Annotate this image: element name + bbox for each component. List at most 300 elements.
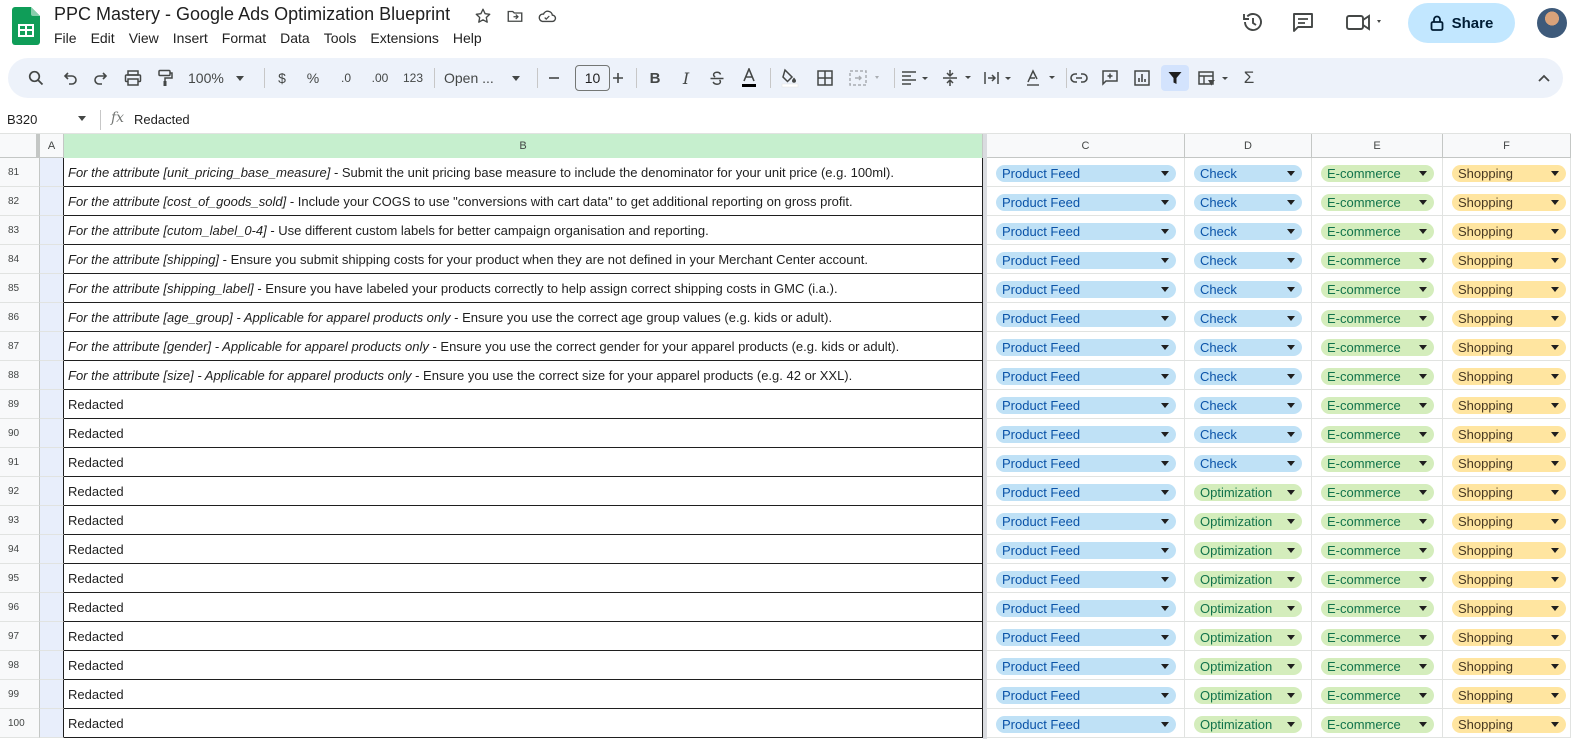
dropdown-chip-campaign[interactable] bbox=[1452, 165, 1566, 182]
chevron-down-icon bbox=[1551, 432, 1559, 437]
row-number[interactable] bbox=[0, 535, 40, 564]
row-number[interactable] bbox=[0, 593, 40, 622]
dropdown-chip-category[interactable] bbox=[996, 252, 1176, 269]
dropdown-chip-category[interactable] bbox=[996, 368, 1176, 385]
dropdown-chip-business[interactable] bbox=[1321, 455, 1434, 472]
cell-f[interactable] bbox=[1443, 158, 1571, 187]
insert-chart-icon[interactable] bbox=[1130, 66, 1154, 90]
cell-d[interactable] bbox=[1185, 709, 1312, 738]
dropdown-chip-category[interactable] bbox=[996, 426, 1176, 443]
dropdown-chip-campaign[interactable] bbox=[1452, 455, 1566, 472]
dropdown-chip-category[interactable] bbox=[996, 310, 1176, 327]
chip-label: Product Feed bbox=[1002, 311, 1081, 326]
chevron-down-icon bbox=[1161, 171, 1169, 176]
cell-d[interactable] bbox=[1185, 245, 1312, 274]
cell-c[interactable] bbox=[987, 361, 1185, 390]
cell-e[interactable] bbox=[1312, 651, 1443, 680]
chevron-up-icon[interactable] bbox=[1532, 66, 1556, 90]
cell-a[interactable] bbox=[40, 709, 64, 738]
dropdown-chip-category[interactable] bbox=[996, 223, 1176, 240]
dropdown-chip-type[interactable] bbox=[1194, 571, 1302, 588]
dropdown-chip-category[interactable] bbox=[996, 397, 1176, 414]
dropdown-chip-type[interactable] bbox=[1194, 629, 1302, 646]
row-number[interactable] bbox=[0, 245, 40, 274]
cell-c[interactable] bbox=[987, 477, 1185, 506]
cell-e[interactable] bbox=[1312, 158, 1443, 187]
cell-e[interactable] bbox=[1312, 419, 1443, 448]
row-number[interactable] bbox=[0, 361, 40, 390]
cell-b[interactable] bbox=[64, 158, 983, 187]
row-number[interactable] bbox=[0, 477, 40, 506]
font-family-select[interactable] bbox=[444, 66, 528, 90]
dropdown-chip-category[interactable] bbox=[996, 484, 1176, 501]
cell-d[interactable] bbox=[1185, 448, 1312, 477]
cell-b[interactable] bbox=[64, 419, 983, 448]
cell-b[interactable] bbox=[64, 216, 983, 245]
cell-a[interactable] bbox=[40, 361, 64, 390]
cell-b[interactable] bbox=[64, 448, 983, 477]
dropdown-chip-category[interactable] bbox=[996, 571, 1176, 588]
cell-d[interactable] bbox=[1185, 361, 1312, 390]
cell-d[interactable] bbox=[1185, 187, 1312, 216]
cell-a[interactable] bbox=[40, 680, 64, 709]
cell-c[interactable] bbox=[987, 506, 1185, 535]
menu-tools[interactable]: Tools bbox=[323, 30, 357, 46]
cell-d[interactable] bbox=[1185, 593, 1312, 622]
dropdown-chip-business[interactable] bbox=[1321, 542, 1434, 559]
cell-d[interactable] bbox=[1185, 651, 1312, 680]
cell-a[interactable] bbox=[40, 651, 64, 680]
dropdown-chip-category[interactable] bbox=[996, 339, 1176, 356]
cell-a[interactable] bbox=[40, 419, 64, 448]
cell-c[interactable] bbox=[987, 303, 1185, 332]
row-number[interactable] bbox=[0, 448, 40, 477]
chip-label: Optimization bbox=[1200, 630, 1273, 645]
cell-c[interactable] bbox=[987, 216, 1185, 245]
fill-color-icon[interactable] bbox=[778, 66, 802, 90]
cell-c[interactable] bbox=[987, 332, 1185, 361]
menu-edit[interactable]: Edit bbox=[90, 30, 115, 46]
chip-label: Product Feed bbox=[1002, 166, 1081, 181]
dropdown-chip-category[interactable] bbox=[996, 600, 1176, 617]
dropdown-chip-type[interactable] bbox=[1194, 310, 1302, 327]
menu-file[interactable]: File bbox=[54, 30, 77, 46]
name-box[interactable]: B320 bbox=[7, 112, 38, 127]
row-number[interactable] bbox=[0, 564, 40, 593]
dropdown-chip-business[interactable] bbox=[1321, 571, 1434, 588]
cell-f[interactable] bbox=[1443, 361, 1571, 390]
column-header-b[interactable]: B bbox=[64, 134, 983, 158]
column-header-f[interactable]: F bbox=[1443, 134, 1571, 158]
cell-e[interactable] bbox=[1312, 332, 1443, 361]
cell-e[interactable] bbox=[1312, 709, 1443, 738]
cell-e[interactable] bbox=[1312, 303, 1443, 332]
dropdown-chip-campaign[interactable] bbox=[1452, 658, 1566, 675]
cell-c[interactable] bbox=[987, 709, 1185, 738]
chevron-down-icon bbox=[1551, 461, 1559, 466]
dropdown-chip-category[interactable] bbox=[996, 165, 1176, 182]
dropdown-chip-type[interactable] bbox=[1194, 223, 1302, 240]
cell-c[interactable] bbox=[987, 651, 1185, 680]
dropdown-chip-category[interactable] bbox=[996, 716, 1176, 733]
cell-c[interactable] bbox=[987, 158, 1185, 187]
row-number[interactable] bbox=[0, 274, 40, 303]
dropdown-chip-business[interactable] bbox=[1321, 339, 1434, 356]
video-call-icon[interactable] bbox=[1344, 7, 1386, 37]
menu-help[interactable]: Help bbox=[452, 30, 482, 46]
bold-icon[interactable]: B bbox=[649, 69, 661, 87]
menu-view[interactable]: View bbox=[128, 30, 159, 46]
dropdown-chip-business[interactable] bbox=[1321, 223, 1434, 240]
cell-d[interactable] bbox=[1185, 680, 1312, 709]
dropdown-chip-type[interactable] bbox=[1194, 716, 1302, 733]
cell-a[interactable] bbox=[40, 303, 64, 332]
zoom-select[interactable] bbox=[188, 66, 254, 90]
dropdown-chip-business[interactable] bbox=[1321, 310, 1434, 327]
cloud-saved-icon[interactable] bbox=[536, 5, 558, 27]
cell-e[interactable] bbox=[1312, 448, 1443, 477]
dropdown-chip-campaign[interactable] bbox=[1452, 223, 1566, 240]
dropdown-chip-category[interactable] bbox=[996, 542, 1176, 559]
borders-icon[interactable] bbox=[813, 66, 837, 90]
cell-b[interactable] bbox=[64, 622, 983, 651]
row-number[interactable] bbox=[0, 216, 40, 245]
increase-font-size-icon[interactable] bbox=[608, 66, 628, 90]
text-rotation-icon[interactable] bbox=[1024, 66, 1060, 90]
cell-f[interactable] bbox=[1443, 564, 1571, 593]
cell-c[interactable] bbox=[987, 680, 1185, 709]
cell-f[interactable] bbox=[1443, 477, 1571, 506]
dropdown-chip-category[interactable] bbox=[996, 687, 1176, 704]
redo-icon[interactable] bbox=[89, 66, 113, 90]
cell-f[interactable] bbox=[1443, 187, 1571, 216]
dropdown-chip-business[interactable] bbox=[1321, 194, 1434, 211]
cell-e[interactable] bbox=[1312, 622, 1443, 651]
share-button[interactable] bbox=[1408, 3, 1515, 43]
cell-b[interactable] bbox=[64, 303, 983, 332]
row-number[interactable] bbox=[0, 651, 40, 680]
dropdown-chip-business[interactable] bbox=[1321, 716, 1434, 733]
history-icon[interactable] bbox=[1238, 7, 1268, 37]
dropdown-chip-campaign[interactable] bbox=[1452, 194, 1566, 211]
cell-f[interactable] bbox=[1443, 448, 1571, 477]
cell-d[interactable] bbox=[1185, 564, 1312, 593]
text-wrapping-icon[interactable] bbox=[982, 66, 1018, 90]
row-number[interactable] bbox=[0, 390, 40, 419]
dropdown-chip-type[interactable] bbox=[1194, 397, 1302, 414]
cell-e[interactable] bbox=[1312, 187, 1443, 216]
dropdown-chip-business[interactable] bbox=[1321, 600, 1434, 617]
dropdown-chip-type[interactable] bbox=[1194, 600, 1302, 617]
dropdown-chip-campaign[interactable] bbox=[1452, 310, 1566, 327]
dropdown-chip-business[interactable] bbox=[1321, 629, 1434, 646]
cell-d[interactable] bbox=[1185, 419, 1312, 448]
insert-link-icon[interactable] bbox=[1067, 66, 1091, 90]
zoom-value: 100% bbox=[188, 70, 224, 86]
menu-insert[interactable]: Insert bbox=[172, 30, 208, 46]
frozen-column-divider[interactable] bbox=[983, 134, 987, 739]
cell-b[interactable] bbox=[64, 680, 983, 709]
decrease-font-size-icon[interactable] bbox=[544, 66, 564, 90]
dropdown-chip-category[interactable] bbox=[996, 513, 1176, 530]
filter-icon[interactable] bbox=[1161, 65, 1189, 91]
chevron-down-icon bbox=[1161, 461, 1169, 466]
cell-d[interactable] bbox=[1185, 535, 1312, 564]
cell-b[interactable] bbox=[64, 564, 983, 593]
select-all-corner[interactable] bbox=[0, 134, 40, 158]
cell-f[interactable] bbox=[1443, 245, 1571, 274]
vertical-align-icon[interactable] bbox=[940, 66, 976, 90]
cell-c[interactable] bbox=[987, 564, 1185, 593]
dropdown-chip-category[interactable] bbox=[996, 281, 1176, 298]
dropdown-chip-campaign[interactable] bbox=[1452, 716, 1566, 733]
paint-format-icon[interactable] bbox=[153, 66, 177, 90]
chevron-down-icon[interactable] bbox=[78, 116, 86, 121]
dropdown-chip-campaign[interactable] bbox=[1452, 513, 1566, 530]
row-number-label: 96 bbox=[8, 601, 20, 613]
format-currency-button[interactable]: $ bbox=[278, 70, 286, 86]
format-percent-button[interactable]: % bbox=[306, 70, 320, 86]
folder-move-icon[interactable] bbox=[504, 5, 526, 27]
dropdown-chip-campaign[interactable] bbox=[1452, 571, 1566, 588]
dropdown-chip-campaign[interactable] bbox=[1452, 339, 1566, 356]
cell-f[interactable] bbox=[1443, 680, 1571, 709]
formula-input[interactable]: Redacted bbox=[134, 112, 190, 127]
search-menus-icon[interactable] bbox=[24, 66, 48, 90]
cell-e[interactable] bbox=[1312, 216, 1443, 245]
dropdown-chip-campaign[interactable] bbox=[1452, 484, 1566, 501]
cell-b-text: Redacted bbox=[68, 397, 124, 412]
dropdown-chip-campaign[interactable] bbox=[1452, 687, 1566, 704]
google-sheets-logo[interactable] bbox=[12, 7, 40, 45]
cell-f[interactable] bbox=[1443, 593, 1571, 622]
cell-e[interactable] bbox=[1312, 477, 1443, 506]
merge-cells-icon[interactable] bbox=[845, 66, 889, 90]
row-number-label: 100 bbox=[8, 717, 25, 729]
insert-comment-icon[interactable] bbox=[1098, 66, 1122, 90]
cell-f[interactable] bbox=[1443, 506, 1571, 535]
cell-a[interactable] bbox=[40, 535, 64, 564]
menu-extensions[interactable]: Extensions bbox=[370, 30, 439, 46]
dropdown-chip-campaign[interactable] bbox=[1452, 368, 1566, 385]
cell-a[interactable] bbox=[40, 332, 64, 361]
cell-d[interactable] bbox=[1185, 332, 1312, 361]
filter-views-icon[interactable] bbox=[1196, 66, 1234, 90]
dropdown-chip-type[interactable] bbox=[1194, 426, 1302, 443]
menu-data[interactable]: Data bbox=[280, 30, 310, 46]
cell-e[interactable] bbox=[1312, 535, 1443, 564]
cell-c[interactable] bbox=[987, 535, 1185, 564]
dropdown-chip-category[interactable] bbox=[996, 658, 1176, 675]
cell-a[interactable] bbox=[40, 448, 64, 477]
cell-d[interactable] bbox=[1185, 274, 1312, 303]
star-icon[interactable] bbox=[472, 5, 494, 27]
cell-a[interactable] bbox=[40, 390, 64, 419]
dropdown-chip-category[interactable] bbox=[996, 629, 1176, 646]
cell-d[interactable] bbox=[1185, 158, 1312, 187]
dropdown-chip-type[interactable] bbox=[1194, 252, 1302, 269]
chevron-down-icon bbox=[1161, 403, 1169, 408]
cell-f[interactable] bbox=[1443, 419, 1571, 448]
row-number[interactable] bbox=[0, 303, 40, 332]
cell-e[interactable] bbox=[1312, 593, 1443, 622]
cell-a[interactable] bbox=[40, 506, 64, 535]
cell-e[interactable] bbox=[1312, 680, 1443, 709]
strikethrough-icon[interactable] bbox=[706, 66, 728, 90]
cell-c[interactable] bbox=[987, 245, 1185, 274]
dropdown-chip-campaign[interactable] bbox=[1452, 252, 1566, 269]
cell-d[interactable] bbox=[1185, 506, 1312, 535]
dropdown-chip-type[interactable] bbox=[1194, 542, 1302, 559]
menu-format[interactable]: Format bbox=[221, 30, 267, 46]
cell-c[interactable] bbox=[987, 622, 1185, 651]
dropdown-chip-type[interactable] bbox=[1194, 658, 1302, 675]
horizontal-align-icon[interactable] bbox=[900, 66, 932, 90]
cell-d[interactable] bbox=[1185, 303, 1312, 332]
dropdown-chip-business[interactable] bbox=[1321, 252, 1434, 269]
cell-e[interactable] bbox=[1312, 245, 1443, 274]
avatar[interactable] bbox=[1537, 8, 1567, 38]
cell-a[interactable] bbox=[40, 593, 64, 622]
dropdown-chip-type[interactable] bbox=[1194, 281, 1302, 298]
cell-a[interactable] bbox=[40, 245, 64, 274]
increase-decimal-button[interactable] bbox=[365, 66, 395, 90]
dropdown-chip-business[interactable] bbox=[1321, 368, 1434, 385]
cell-b[interactable] bbox=[64, 187, 983, 216]
cell-a[interactable] bbox=[40, 187, 64, 216]
dropdown-chip-type[interactable] bbox=[1194, 484, 1302, 501]
number-format-button[interactable]: 123 bbox=[402, 71, 424, 85]
cell-e[interactable] bbox=[1312, 361, 1443, 390]
cell-a[interactable] bbox=[40, 216, 64, 245]
row-number[interactable] bbox=[0, 158, 40, 187]
cell-c[interactable] bbox=[987, 419, 1185, 448]
print-icon[interactable] bbox=[121, 66, 145, 90]
increase-decimal-label: .00 bbox=[371, 71, 389, 85]
cell-e[interactable] bbox=[1312, 564, 1443, 593]
cell-b[interactable] bbox=[64, 245, 983, 274]
dropdown-chip-category[interactable] bbox=[996, 455, 1176, 472]
cell-a[interactable] bbox=[40, 158, 64, 187]
dropdown-chip-type[interactable] bbox=[1194, 194, 1302, 211]
dropdown-chip-campaign[interactable] bbox=[1452, 542, 1566, 559]
row-number[interactable] bbox=[0, 187, 40, 216]
undo-icon[interactable] bbox=[58, 66, 82, 90]
cell-c[interactable] bbox=[987, 274, 1185, 303]
dropdown-chip-business[interactable] bbox=[1321, 484, 1434, 501]
dropdown-chip-business[interactable] bbox=[1321, 165, 1434, 182]
dropdown-chip-business[interactable] bbox=[1321, 397, 1434, 414]
cell-f[interactable] bbox=[1443, 622, 1571, 651]
cell-b[interactable] bbox=[64, 535, 983, 564]
dropdown-chip-type[interactable] bbox=[1194, 687, 1302, 704]
cell-d[interactable] bbox=[1185, 622, 1312, 651]
document-title[interactable]: PPC Mastery - Google Ads Optimization Blueprint bbox=[54, 4, 451, 24]
cell-d[interactable] bbox=[1185, 216, 1312, 245]
cell-e[interactable] bbox=[1312, 274, 1443, 303]
italic-icon[interactable]: I bbox=[682, 68, 690, 88]
dropdown-chip-campaign[interactable] bbox=[1452, 600, 1566, 617]
row-number[interactable] bbox=[0, 709, 40, 738]
cell-b[interactable] bbox=[64, 332, 983, 361]
cell-b[interactable] bbox=[64, 709, 983, 738]
cell-c[interactable] bbox=[987, 187, 1185, 216]
row-number[interactable] bbox=[0, 506, 40, 535]
dropdown-chip-campaign[interactable] bbox=[1452, 426, 1566, 443]
cell-b[interactable] bbox=[64, 651, 983, 680]
row-number[interactable] bbox=[0, 332, 40, 361]
row-number[interactable] bbox=[0, 622, 40, 651]
dropdown-chip-campaign[interactable] bbox=[1452, 281, 1566, 298]
chevron-down-icon bbox=[1551, 519, 1559, 524]
cell-b[interactable] bbox=[64, 593, 983, 622]
table-row bbox=[0, 332, 1571, 361]
cell-b[interactable] bbox=[64, 390, 983, 419]
cell-f[interactable] bbox=[1443, 390, 1571, 419]
dropdown-chip-type[interactable] bbox=[1194, 513, 1302, 530]
cell-c[interactable] bbox=[987, 390, 1185, 419]
column-header-a[interactable]: A bbox=[40, 134, 64, 158]
decrease-decimal-button[interactable] bbox=[333, 66, 359, 90]
cell-d[interactable] bbox=[1185, 390, 1312, 419]
cell-f[interactable] bbox=[1443, 216, 1571, 245]
dropdown-chip-type[interactable] bbox=[1194, 455, 1302, 472]
dropdown-chip-category[interactable] bbox=[996, 194, 1176, 211]
column-header-e[interactable]: E bbox=[1312, 134, 1443, 158]
cell-c[interactable] bbox=[987, 593, 1185, 622]
chip-label: Shopping bbox=[1458, 543, 1513, 558]
cell-e[interactable] bbox=[1312, 506, 1443, 535]
cell-f[interactable] bbox=[1443, 651, 1571, 680]
dropdown-chip-business[interactable] bbox=[1321, 426, 1434, 443]
cell-a[interactable] bbox=[40, 622, 64, 651]
cell-b[interactable] bbox=[64, 477, 983, 506]
cell-c[interactable] bbox=[987, 448, 1185, 477]
cell-b[interactable] bbox=[64, 361, 983, 390]
cell-a[interactable] bbox=[40, 274, 64, 303]
dropdown-chip-campaign[interactable] bbox=[1452, 397, 1566, 414]
dropdown-chip-business[interactable] bbox=[1321, 513, 1434, 530]
comment-icon[interactable] bbox=[1288, 7, 1318, 37]
cell-b[interactable] bbox=[64, 506, 983, 535]
cell-b-text: Redacted bbox=[68, 600, 124, 615]
cell-a[interactable] bbox=[40, 564, 64, 593]
cell-a[interactable] bbox=[40, 477, 64, 506]
column-header-d[interactable]: D bbox=[1185, 134, 1312, 158]
cell-f[interactable] bbox=[1443, 332, 1571, 361]
cell-f[interactable] bbox=[1443, 303, 1571, 332]
dropdown-chip-type[interactable] bbox=[1194, 339, 1302, 356]
dropdown-chip-campaign[interactable] bbox=[1452, 629, 1566, 646]
dropdown-chip-business[interactable] bbox=[1321, 687, 1434, 704]
cell-f[interactable] bbox=[1443, 535, 1571, 564]
functions-icon[interactable]: Σ bbox=[1243, 68, 1255, 87]
dropdown-chip-type[interactable] bbox=[1194, 165, 1302, 182]
dropdown-chip-type[interactable] bbox=[1194, 368, 1302, 385]
dropdown-chip-business[interactable] bbox=[1321, 658, 1434, 675]
dropdown-chip-business[interactable] bbox=[1321, 281, 1434, 298]
cell-f[interactable] bbox=[1443, 709, 1571, 738]
text-color-icon[interactable] bbox=[737, 66, 761, 90]
font-size-input[interactable]: 10 bbox=[575, 65, 610, 91]
cell-b[interactable] bbox=[64, 274, 983, 303]
cell-f[interactable] bbox=[1443, 274, 1571, 303]
cell-e[interactable] bbox=[1312, 390, 1443, 419]
cell-d[interactable] bbox=[1185, 477, 1312, 506]
row-number[interactable] bbox=[0, 419, 40, 448]
row-number[interactable] bbox=[0, 680, 40, 709]
column-header-c[interactable]: C bbox=[987, 134, 1185, 158]
